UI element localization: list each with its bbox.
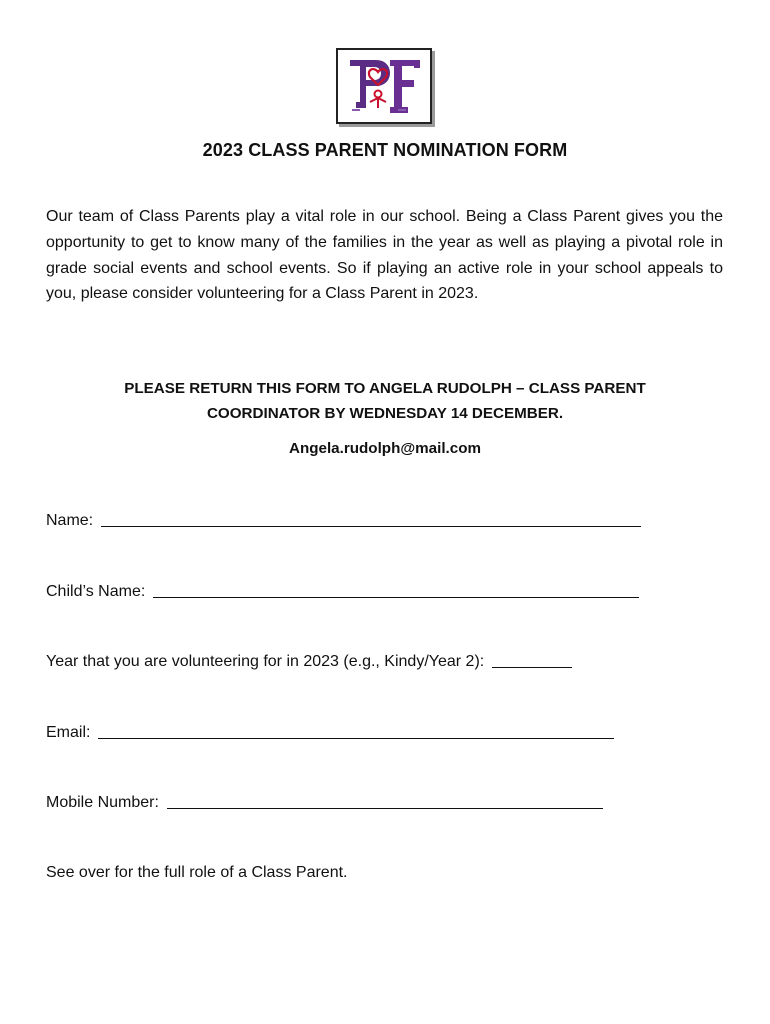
mobile-label: Mobile Number:: [46, 794, 159, 811]
footer-note: See over for the full role of a Class Parent.: [46, 864, 348, 881]
return-instruction: PLEASE RETURN THIS FORM TO ANGELA RUDOLPH – CLASS PARENT COORDINATOR BY WEDNESDAY 14 DECEMBER.: [124, 380, 646, 422]
year-field: [46, 651, 572, 671]
email-blank[interactable]: [98, 724, 614, 739]
form-title: 2023 CLASS PARENT NOMINATION FORM: [202, 140, 568, 160]
pf-monogram-icon: [338, 50, 430, 122]
email-label: Email:: [46, 724, 91, 741]
year-label: Year that you are volunteering for in 2023 (e.g., Kindy/Year 2):: [46, 653, 485, 670]
intro-paragraph: Our team of Class Parents play a vital role in our school. Being a Class Parent gives you the opportunity to get to know many of the families in the year as well as playing a pivotal role in grade social events and school events. So if playing an active role in your school appeals to you, please consider volunteering for a Class Parent in 2023.: [46, 208, 723, 303]
school-logo: [336, 48, 432, 124]
email-field: [46, 722, 614, 742]
mobile-blank[interactable]: [167, 794, 603, 809]
child-name-blank[interactable]: [153, 583, 639, 598]
mobile-field: [46, 792, 603, 812]
name-field: [46, 510, 641, 530]
name-label: Name:: [46, 512, 94, 529]
year-blank[interactable]: [492, 653, 572, 668]
child-name-label: Child’s Name:: [46, 583, 146, 600]
contact-email: Angela.rudolph@mail.com: [288, 440, 482, 457]
child-name-field: [46, 581, 639, 601]
name-blank[interactable]: [101, 512, 641, 527]
